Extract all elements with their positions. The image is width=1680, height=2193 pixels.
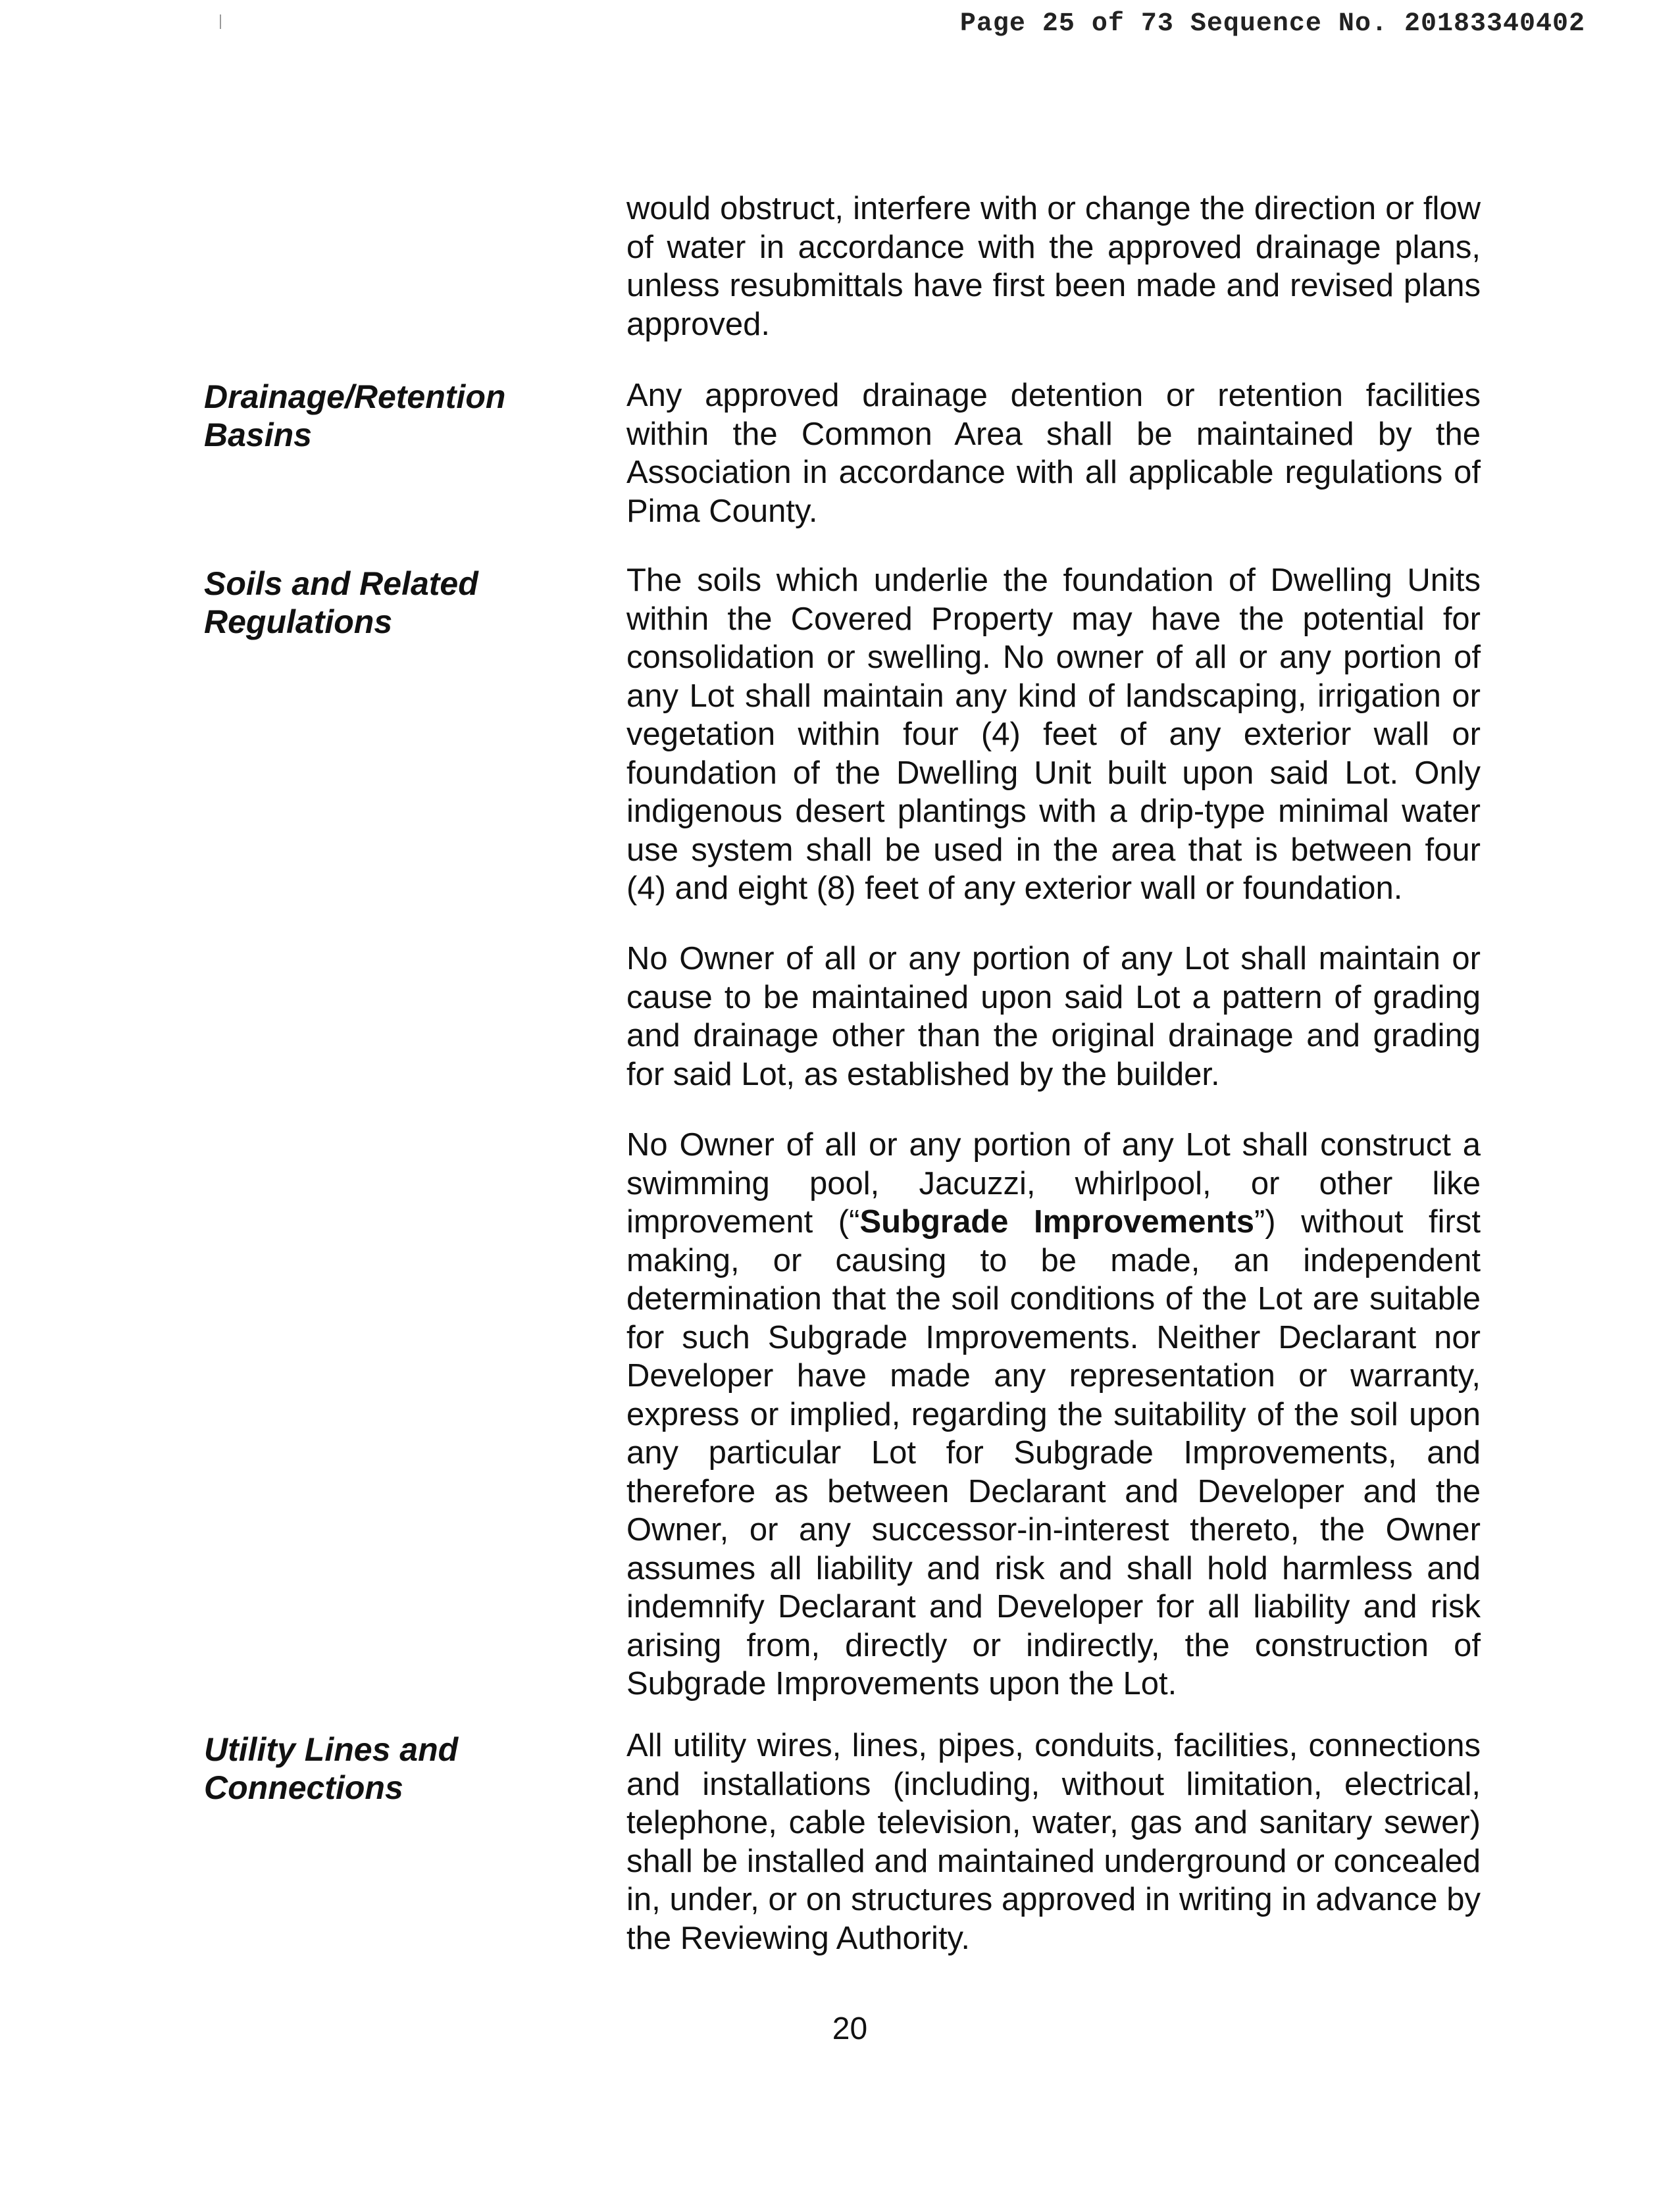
utility-paragraph: All utility wires, lines, pipes, conduits, facilities, connections and installations (including, without limitation, electrical, telephone, cable television, water, gas and sanitary sewer) shall be installed and maintained underground or concealed in, under, or on structures approved in writing in advance by the Reviewing Authority.	[626, 1728, 1481, 1956]
text-run: No Owner of all or any portion of any Lot shall construct a swimming pool, Jacuzzi, whirlpool, or other like improvement (“	[626, 1127, 1481, 1240]
drainage-paragraph: Any approved drainage detention or retention facilities within the Common Area shall be maintained by the Association in accordance with all applicable regulations of Pima County.	[626, 378, 1481, 529]
heading-line: Utility Lines and	[204, 1731, 459, 1768]
defined-term: Subgrade Improvements	[859, 1204, 1254, 1240]
heading-drainage-retention-basins	[204, 378, 573, 454]
heading-soils-related-regulations	[204, 565, 573, 641]
continuation-paragraph: would obstruct, interfere with or change the direction or flow of water in accordance with the approved drainage plans, unless resubmittals have first been made and revised plans approved.	[626, 191, 1481, 342]
page-number: 20	[832, 2011, 868, 2046]
soils-paragraph-2: No Owner of all or any portion of any Lot shall maintain or cause to be maintained upon said Lot a pattern of grading and drainage other than the original drainage and grading for said Lot, as established by the builder.	[626, 941, 1481, 1092]
heading-line: Soils and Related	[204, 565, 478, 602]
heading-line: Connections	[204, 1769, 403, 1806]
soils-paragraph-1: The soils which underlie the foundation of Dwelling Units within the Covered Property may have the potential for consolidation or swelling. No owner of all or any portion of any Lot shall maintain any kind of landscaping, irrigation or vegetation within four (4) feet of any exterior wall or foundation of the Dwelling Unit built upon said Lot. Only indigenous desert plantings with a drip-type minimal water use system shall be used in the area that is between four (4) and eight (8) feet of any exterior wall or foundation.	[626, 563, 1481, 906]
scan-mark	[220, 14, 221, 29]
heading-line: Basins	[204, 416, 312, 453]
heading-line: Drainage/Retention	[204, 378, 506, 415]
soils-paragraph-3	[626, 1126, 1481, 1703]
heading-line: Regulations	[204, 603, 393, 640]
heading-utility-lines-connections	[204, 1730, 573, 1807]
page-header: Page 25 of 73 Sequence No. 20183340402	[959, 9, 1585, 39]
text-run: ”) without first making, or causing to be made, an independent determination that the soil conditions of the Lot are suitable for such Subgrade Improvements. Neither Declarant nor Developer have made any representation or warranty, express or implied, regarding the suitability of the soil upon any particular Lot for Subgrade Improvements, and therefore as between Declarant and Developer and the Owner, or any successor-in-interest thereto, the Owner assumes all liability and risk and shall hold harmless and indemnify Declarant and Developer for all liability and risk arising from, directly or indirectly, the construction of Subgrade Improvements upon the Lot.	[626, 1204, 1481, 1701]
